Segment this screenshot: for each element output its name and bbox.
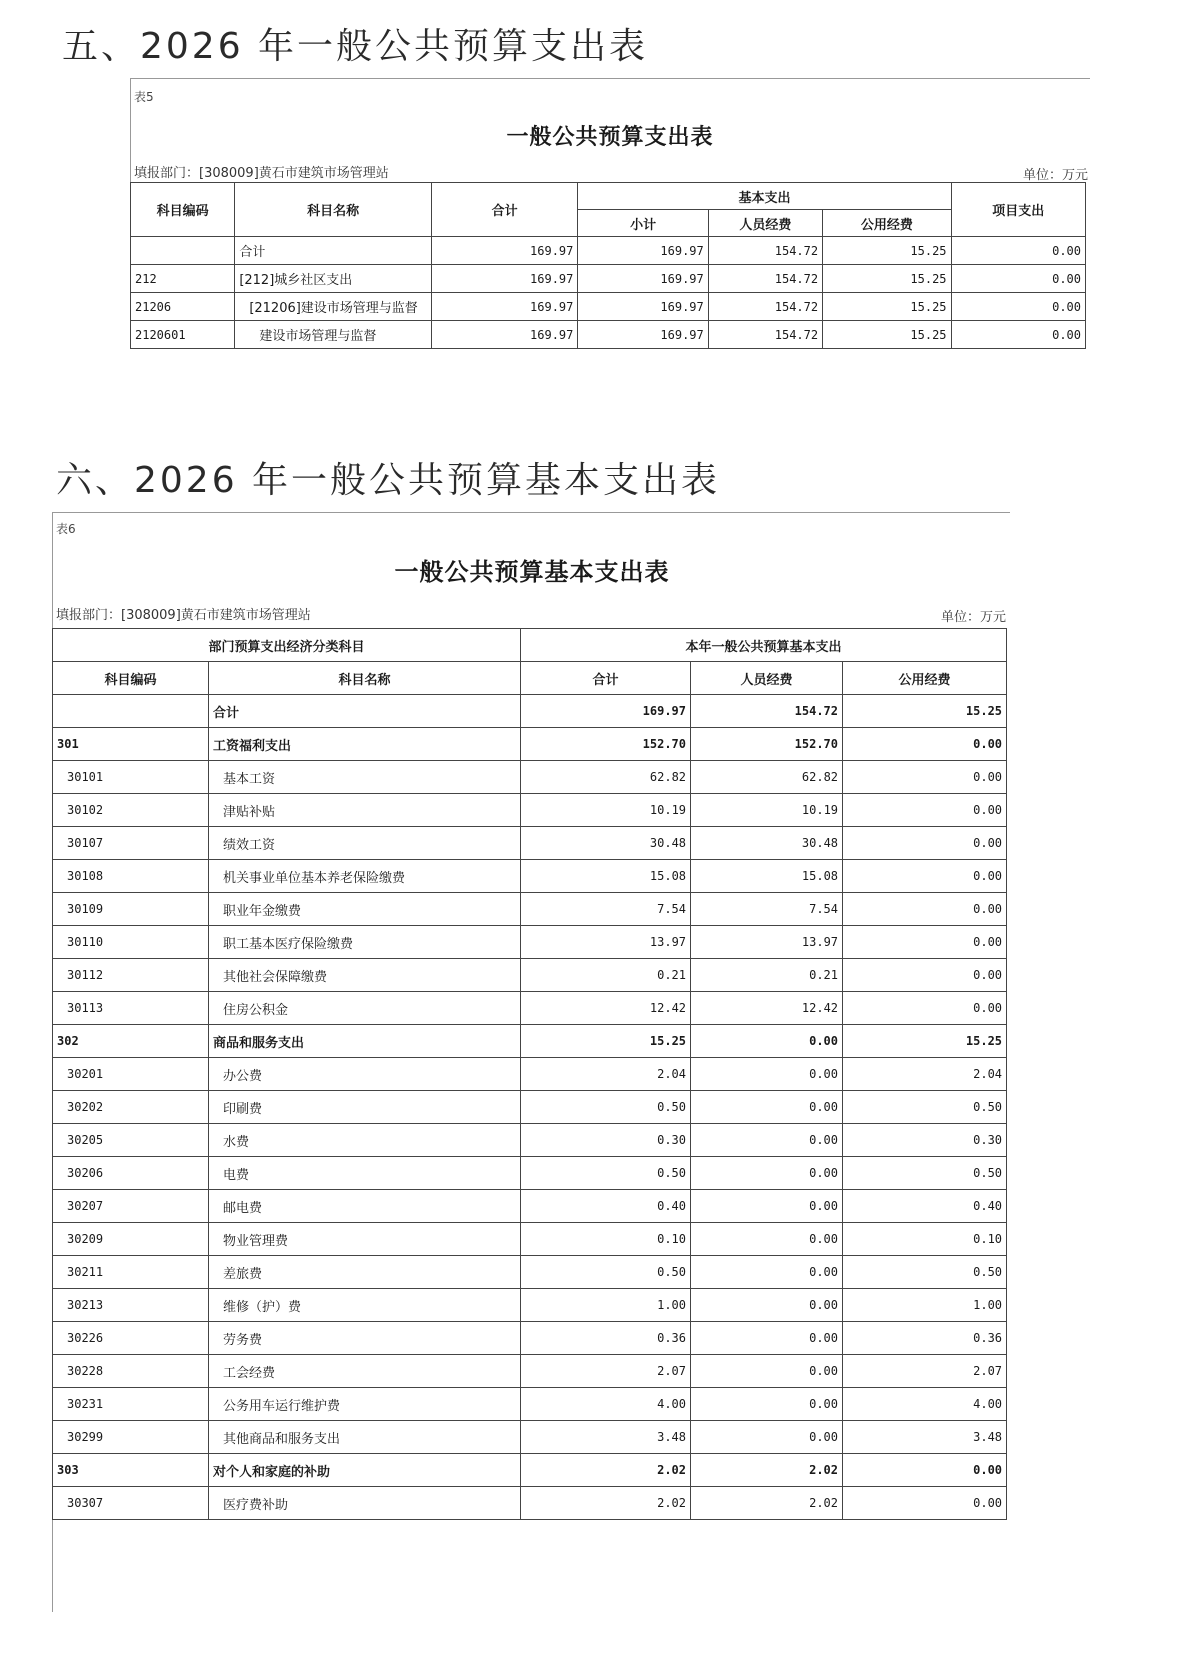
col-project: 项目支出	[951, 183, 1085, 237]
row-personnel: 7.54	[691, 893, 843, 926]
table-row	[53, 1322, 1007, 1355]
col-code: 科目编码	[53, 662, 209, 695]
row-personnel: 62.82	[691, 761, 843, 794]
row-public: 0.00	[843, 860, 1007, 893]
row-total: 0.50	[521, 1157, 691, 1190]
row-code: 212	[131, 265, 235, 293]
row-total: 2.02	[521, 1487, 691, 1520]
row-total: 0.50	[521, 1256, 691, 1289]
row-code: 30207	[53, 1190, 209, 1223]
table-row	[53, 1487, 1007, 1520]
row-total: 15.08	[521, 860, 691, 893]
row-name: 职工基本医疗保险缴费	[209, 926, 521, 959]
row-name: 建设市场管理与监督	[235, 321, 432, 349]
row-code: 30107	[53, 827, 209, 860]
row-code: 30109	[53, 893, 209, 926]
row-public: 15.25	[823, 293, 951, 321]
row-public: 0.50	[843, 1091, 1007, 1124]
row-code: 30209	[53, 1223, 209, 1256]
row-total: 0.10	[521, 1223, 691, 1256]
row-personnel: 0.00	[691, 1190, 843, 1223]
table-title: 一般公共预算支出表	[506, 125, 714, 150]
row-public: 0.00	[843, 794, 1007, 827]
row-total: 4.00	[521, 1388, 691, 1421]
row-personnel: 154.72	[708, 265, 822, 293]
row-code: 301	[53, 728, 209, 761]
row-project: 0.00	[951, 293, 1085, 321]
table-row	[53, 1355, 1007, 1388]
row-code: 303	[53, 1454, 209, 1487]
row-personnel: 0.00	[691, 1058, 843, 1091]
row-code: 30112	[53, 959, 209, 992]
table-row	[53, 1025, 1007, 1058]
row-personnel: 0.00	[691, 1025, 843, 1058]
row-code: 30226	[53, 1322, 209, 1355]
table-row	[53, 1388, 1007, 1421]
row-code	[53, 695, 209, 728]
row-public: 15.25	[843, 695, 1007, 728]
section2-heading: 六、2026 年一般公共预算基本支出表	[56, 460, 721, 501]
row-code: 30102	[53, 794, 209, 827]
col-total: 合计	[521, 662, 691, 695]
col-total: 合计	[431, 183, 577, 237]
row-name: 医疗费补助	[209, 1487, 521, 1520]
row-code: 30213	[53, 1289, 209, 1322]
row-public: 3.48	[843, 1421, 1007, 1454]
row-name: [21206]建设市场管理与监督	[235, 293, 432, 321]
table-row	[53, 695, 1007, 728]
row-subtotal: 169.97	[578, 265, 708, 293]
row-total: 169.97	[431, 321, 577, 349]
row-personnel: 2.02	[691, 1487, 843, 1520]
row-project: 0.00	[951, 265, 1085, 293]
row-code: 30101	[53, 761, 209, 794]
row-subtotal: 169.97	[578, 293, 708, 321]
row-public: 0.00	[843, 1454, 1007, 1487]
row-total: 12.42	[521, 992, 691, 1025]
row-personnel: 0.00	[691, 1289, 843, 1322]
row-personnel: 0.00	[691, 1157, 843, 1190]
row-name: 绩效工资	[209, 827, 521, 860]
row-code: 30201	[53, 1058, 209, 1091]
row-total: 0.30	[521, 1124, 691, 1157]
row-personnel: 0.21	[691, 959, 843, 992]
unit-label: 单位：万元	[1022, 168, 1088, 183]
row-total: 1.00	[521, 1289, 691, 1322]
row-project: 0.00	[951, 237, 1085, 265]
row-public: 2.04	[843, 1058, 1007, 1091]
row-total: 2.04	[521, 1058, 691, 1091]
row-public: 0.00	[843, 728, 1007, 761]
row-personnel: 152.70	[691, 728, 843, 761]
table-title: 一般公共预算基本支出表	[394, 558, 670, 586]
col-personnel: 人员经费	[708, 210, 822, 237]
table-row	[53, 992, 1007, 1025]
row-personnel: 0.00	[691, 1256, 843, 1289]
row-total: 15.25	[521, 1025, 691, 1058]
row-personnel: 2.02	[691, 1454, 843, 1487]
row-public: 0.00	[843, 761, 1007, 794]
unit-label: 单位：万元	[940, 610, 1006, 625]
row-name: 基本工资	[209, 761, 521, 794]
table-row	[53, 728, 1007, 761]
row-total: 30.48	[521, 827, 691, 860]
row-total: 169.97	[431, 237, 577, 265]
col-basic: 基本支出	[578, 183, 951, 210]
row-public: 15.25	[823, 265, 951, 293]
row-total: 169.97	[431, 293, 577, 321]
row-name: 电费	[209, 1157, 521, 1190]
table-row	[131, 321, 1086, 349]
row-personnel: 0.00	[691, 1124, 843, 1157]
row-name: 物业管理费	[209, 1223, 521, 1256]
row-personnel: 154.72	[708, 237, 822, 265]
table-row	[53, 1223, 1007, 1256]
row-public: 0.00	[843, 959, 1007, 992]
table6-block	[52, 512, 1012, 1632]
table-row	[53, 860, 1007, 893]
row-code: 21206	[131, 293, 235, 321]
row-personnel: 0.00	[691, 1223, 843, 1256]
row-personnel: 154.72	[691, 695, 843, 728]
row-name: 维修（护）费	[209, 1289, 521, 1322]
section1-heading: 五、2026 年一般公共预算支出表	[62, 26, 649, 67]
row-name: 工会经费	[209, 1355, 521, 1388]
row-personnel: 154.72	[708, 321, 822, 349]
table-row	[53, 794, 1007, 827]
row-name: 邮电费	[209, 1190, 521, 1223]
row-subtotal: 169.97	[578, 321, 708, 349]
row-code	[131, 237, 235, 265]
table-row	[53, 1289, 1007, 1322]
row-public: 0.00	[843, 926, 1007, 959]
table-row	[53, 827, 1007, 860]
row-personnel: 0.00	[691, 1322, 843, 1355]
row-name: 商品和服务支出	[209, 1025, 521, 1058]
row-personnel: 30.48	[691, 827, 843, 860]
table-row	[53, 1091, 1007, 1124]
col-public: 公用经费	[823, 210, 951, 237]
row-public: 15.25	[823, 321, 951, 349]
row-total: 169.97	[521, 695, 691, 728]
row-code: 30113	[53, 992, 209, 1025]
row-name: 津贴补贴	[209, 794, 521, 827]
row-public: 2.07	[843, 1355, 1007, 1388]
row-public: 15.25	[843, 1025, 1007, 1058]
row-public: 0.30	[843, 1124, 1007, 1157]
row-public: 0.36	[843, 1322, 1007, 1355]
row-name: 水费	[209, 1124, 521, 1157]
row-code: 302	[53, 1025, 209, 1058]
row-code: 30231	[53, 1388, 209, 1421]
row-total: 13.97	[521, 926, 691, 959]
row-code: 30202	[53, 1091, 209, 1124]
row-name: 其他社会保障缴费	[209, 959, 521, 992]
row-public: 0.50	[843, 1256, 1007, 1289]
row-public: 0.50	[843, 1157, 1007, 1190]
row-total: 2.02	[521, 1454, 691, 1487]
col-name: 科目名称	[209, 662, 521, 695]
row-total: 0.36	[521, 1322, 691, 1355]
basic-expenditure-table	[52, 628, 1007, 1520]
row-code: 30211	[53, 1256, 209, 1289]
row-name: 印刷费	[209, 1091, 521, 1124]
row-name: 合计	[209, 695, 521, 728]
row-total: 0.50	[521, 1091, 691, 1124]
table-row	[53, 1124, 1007, 1157]
row-total: 2.07	[521, 1355, 691, 1388]
col-personnel: 人员经费	[691, 662, 843, 695]
row-public: 1.00	[843, 1289, 1007, 1322]
row-project: 0.00	[951, 321, 1085, 349]
row-personnel: 13.97	[691, 926, 843, 959]
row-name: 对个人和家庭的补助	[209, 1454, 521, 1487]
col-code: 科目编码	[131, 183, 235, 237]
row-public: 0.00	[843, 893, 1007, 926]
row-name: 劳务费	[209, 1322, 521, 1355]
row-personnel: 10.19	[691, 794, 843, 827]
row-code: 30228	[53, 1355, 209, 1388]
table-row	[131, 293, 1086, 321]
table-number: 表6	[56, 522, 76, 536]
row-personnel: 0.00	[691, 1091, 843, 1124]
table-row	[53, 761, 1007, 794]
table-row	[53, 1157, 1007, 1190]
row-code: 2120601	[131, 321, 235, 349]
col-name: 科目名称	[235, 183, 432, 237]
row-public: 0.10	[843, 1223, 1007, 1256]
row-public: 15.25	[823, 237, 951, 265]
row-personnel: 0.00	[691, 1355, 843, 1388]
table-row	[53, 1454, 1007, 1487]
group-econ-class: 部门预算支出经济分类科目	[53, 629, 521, 662]
row-public: 0.00	[843, 992, 1007, 1025]
row-code: 30299	[53, 1421, 209, 1454]
col-subtotal: 小计	[578, 210, 708, 237]
table-row	[53, 1421, 1007, 1454]
table-number: 表5	[134, 90, 154, 104]
row-name: 住房公积金	[209, 992, 521, 1025]
row-personnel: 12.42	[691, 992, 843, 1025]
row-public: 0.00	[843, 827, 1007, 860]
row-public: 0.40	[843, 1190, 1007, 1223]
row-total: 7.54	[521, 893, 691, 926]
budget-expenditure-table	[130, 182, 1086, 349]
dept-label: 填报部门：[308009]黄石市建筑市场管理站	[134, 166, 389, 181]
row-total: 10.19	[521, 794, 691, 827]
table-row	[53, 926, 1007, 959]
row-code: 30110	[53, 926, 209, 959]
row-name: 工资福利支出	[209, 728, 521, 761]
row-public: 4.00	[843, 1388, 1007, 1421]
row-name: 公务用车运行维护费	[209, 1388, 521, 1421]
row-total: 169.97	[431, 265, 577, 293]
row-total: 62.82	[521, 761, 691, 794]
row-personnel: 0.00	[691, 1388, 843, 1421]
row-name: 其他商品和服务支出	[209, 1421, 521, 1454]
table-row	[53, 893, 1007, 926]
row-total: 152.70	[521, 728, 691, 761]
row-total: 0.21	[521, 959, 691, 992]
row-personnel: 154.72	[708, 293, 822, 321]
table5-block	[130, 78, 1090, 348]
row-code: 30206	[53, 1157, 209, 1190]
row-code: 30205	[53, 1124, 209, 1157]
row-total: 3.48	[521, 1421, 691, 1454]
table-row	[53, 1256, 1007, 1289]
table-row	[131, 265, 1086, 293]
row-name: 合计	[235, 237, 432, 265]
row-name: 差旅费	[209, 1256, 521, 1289]
group-basic-expenditure: 本年一般公共预算基本支出	[521, 629, 1007, 662]
row-code: 30108	[53, 860, 209, 893]
row-personnel: 0.00	[691, 1421, 843, 1454]
row-code: 30307	[53, 1487, 209, 1520]
table-row	[131, 237, 1086, 265]
row-total: 0.40	[521, 1190, 691, 1223]
row-personnel: 15.08	[691, 860, 843, 893]
dept-label: 填报部门：[308009]黄石市建筑市场管理站	[56, 608, 311, 623]
row-name: 机关事业单位基本养老保险缴费	[209, 860, 521, 893]
row-name: 职业年金缴费	[209, 893, 521, 926]
col-public: 公用经费	[843, 662, 1007, 695]
row-subtotal: 169.97	[578, 237, 708, 265]
table-row	[53, 1058, 1007, 1091]
table-row	[53, 959, 1007, 992]
row-name: 办公费	[209, 1058, 521, 1091]
row-name: [212]城乡社区支出	[235, 265, 432, 293]
table-row	[53, 1190, 1007, 1223]
row-public: 0.00	[843, 1487, 1007, 1520]
